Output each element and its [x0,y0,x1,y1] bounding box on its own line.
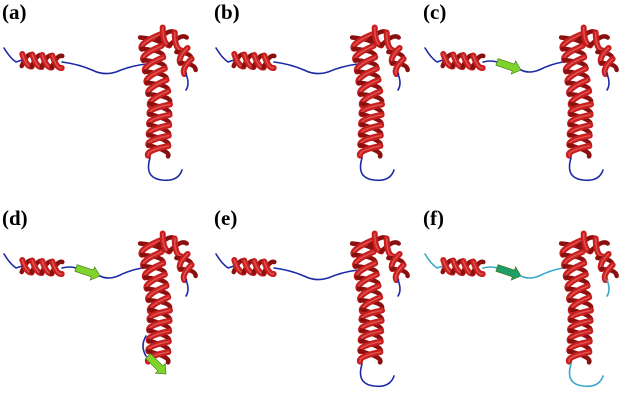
coil-loop [398,280,400,296]
coil-loop [483,267,497,268]
panel-e [212,206,422,415]
panel-label: (a) [2,0,27,24]
coil-loop [398,74,400,90]
protein-ribbon [212,206,422,415]
alpha-helix [597,48,616,74]
coil-loop [186,74,188,90]
panel-d [0,206,210,415]
coil-loop [4,254,22,268]
coil-loop [361,364,395,386]
panel-c [421,0,631,209]
coil-loop [570,158,604,180]
coil-loop [607,74,609,90]
coil-loop [4,48,22,62]
alpha-helix [597,254,616,280]
alpha-helix [443,54,484,68]
coil-loop [361,158,395,180]
coil-loop [521,62,563,72]
coil-loop [483,61,497,62]
beta-strand [496,59,521,74]
alpha-helix [234,260,275,274]
coil-loop [62,267,76,268]
coil-loop [216,48,234,62]
coil-loop [100,268,142,278]
alpha-helix [176,254,195,280]
beta-strand [496,265,521,280]
panel-label: (d) [2,206,28,230]
protein-ribbon [421,0,631,209]
coil-loop [143,336,146,356]
coil-loop [607,280,609,296]
protein-ribbon [212,0,422,209]
alpha-helix [22,260,63,274]
panel-f [421,206,631,415]
alpha-helix [360,310,382,363]
alpha-helix [22,54,63,68]
alpha-helix [360,104,382,157]
alpha-helix [569,104,591,157]
alpha-helix [443,260,484,274]
protein-ribbon [0,0,210,209]
coil-loop [425,48,443,62]
panel-label: (f) [423,206,444,230]
beta-strand [75,265,100,280]
panel-b [212,0,422,209]
coil-loop [521,268,563,278]
coil-loop [62,62,146,74]
panel-a [0,0,210,209]
coil-loop [425,254,443,268]
coil-loop [216,254,234,268]
alpha-helix [569,310,591,363]
protein-ribbon [0,206,210,415]
panel-label: (e) [214,206,238,230]
alpha-helix [234,54,275,68]
coil-loop [274,62,358,74]
alpha-helix [148,104,170,157]
coil-loop [186,280,188,296]
panel-label: (b) [214,0,240,24]
alpha-helix [388,48,407,74]
coil-loop [274,268,358,280]
alpha-helix [388,254,407,280]
coil-loop [570,364,604,386]
panel-label: (c) [423,0,447,24]
protein-ribbon [421,206,631,415]
alpha-helix [176,48,195,74]
coil-loop [149,158,183,180]
